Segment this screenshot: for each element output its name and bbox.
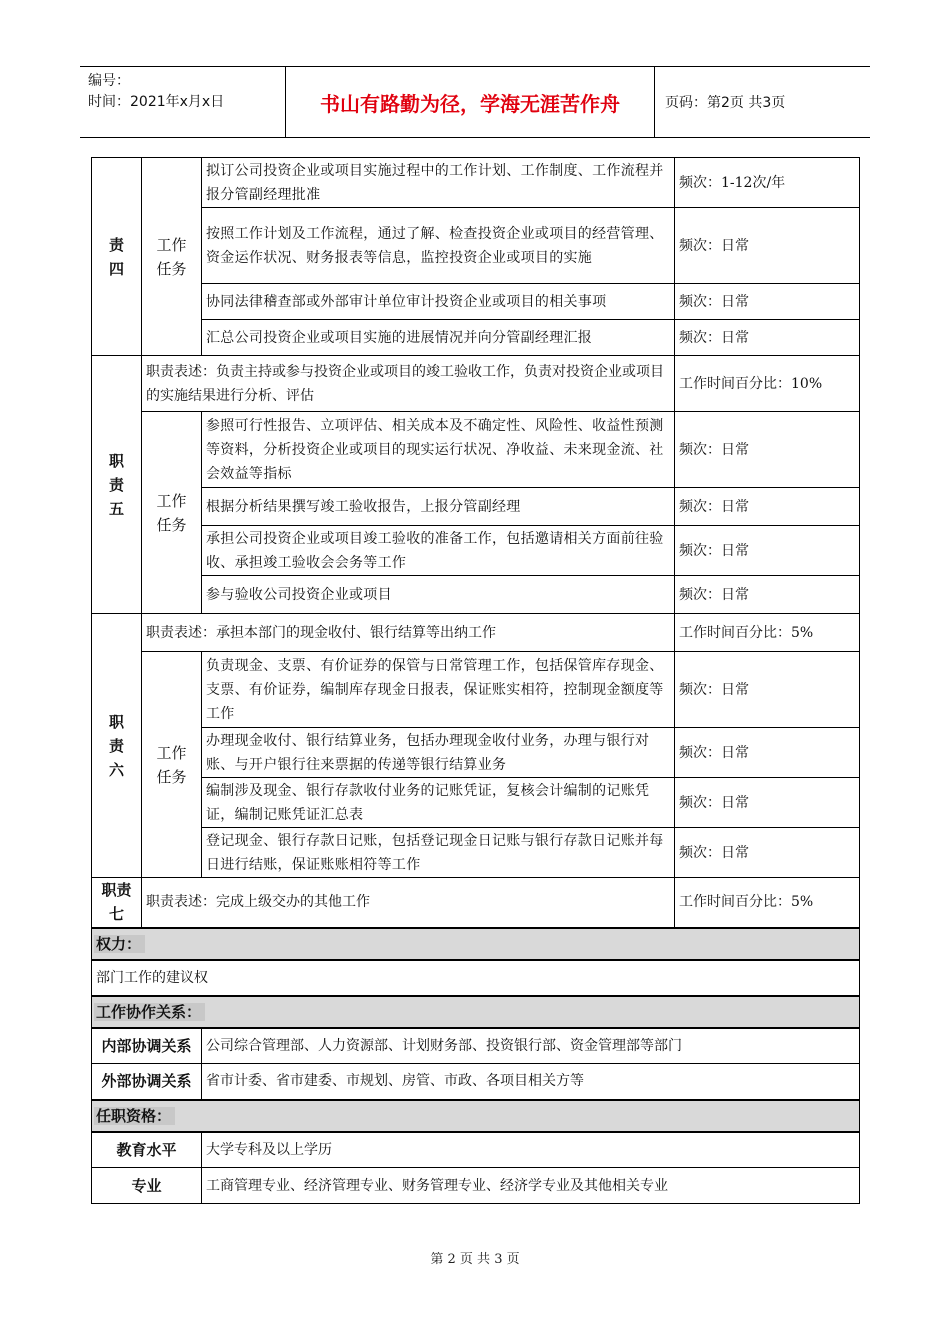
duty6-task: 登记现金、银行存款日记账，包括登记现金日记账与银行存款日记账并每日进行结账，保证账账相符等工作 <box>202 828 675 878</box>
duty5-task-row <box>92 576 860 614</box>
duty6-desc-row <box>92 614 860 652</box>
authority-row <box>92 960 860 996</box>
duty6-freq: 频次：日常 <box>675 652 860 728</box>
job-description-table <box>91 157 860 1204</box>
duty6-task-row <box>92 828 860 878</box>
duty4-task: 拟订公司投资企业或项目实施过程中的工作计划、工作制度、工作流程并报分管副经理批准 <box>202 158 675 208</box>
duty4-freq: 频次：1-12次/年 <box>675 158 860 208</box>
duty6-task-row <box>92 652 860 728</box>
external-coop-row <box>92 1064 860 1100</box>
external-coop-label: 外部协调关系 <box>92 1064 202 1100</box>
education-row <box>92 1132 860 1168</box>
duty4-freq: 频次：日常 <box>675 320 860 356</box>
duty6-task-row <box>92 728 860 778</box>
duty5-freq: 频次：日常 <box>675 412 860 488</box>
duty6-desc: 职责表述：承担本部门的现金收付、银行结算等出纳工作 <box>142 614 675 652</box>
duty5-freq: 频次：日常 <box>675 526 860 576</box>
duty4-task: 协同法律稽查部或外部审计单位审计投资企业或项目的相关事项 <box>202 284 675 320</box>
authority-header <box>92 928 860 960</box>
duty5-task-label: 工作 任务 <box>142 412 202 614</box>
duty6-task-row <box>92 778 860 828</box>
duty4-task-row <box>92 208 860 284</box>
authority-title: 权力： <box>94 935 145 953</box>
duty5-pct: 工作时间百分比：10% <box>675 356 860 412</box>
number-label: 编号： <box>88 73 130 89</box>
duty6-freq: 频次：日常 <box>675 778 860 828</box>
duty4-task: 汇总公司投资企业或项目实施的进展情况并向分管副经理汇报 <box>202 320 675 356</box>
duty6-freq: 频次：日常 <box>675 728 860 778</box>
duty4-freq: 频次：日常 <box>675 208 860 284</box>
qualification-title: 任职资格： <box>94 1107 175 1125</box>
duty5-freq: 频次：日常 <box>675 488 860 526</box>
duty6-task: 负责现金、支票、有价证券的保管与日常管理工作，包括保管库存现金、支票、有价证券，编制库存现金日报表，保证账实相符，控制现金额度等工作 <box>202 652 675 728</box>
qualification-header <box>92 1100 860 1132</box>
duty5-task-row <box>92 412 860 488</box>
duty5-task-row <box>92 488 860 526</box>
internal-coop-text: 公司综合管理部、人力资源部、计划财务部、投资银行部、资金管理部等部门 <box>202 1028 860 1064</box>
duty7-desc: 职责表述：完成上级交办的其他工作 <box>142 878 675 928</box>
major-label: 专业 <box>92 1168 202 1204</box>
duty5-desc-row <box>92 356 860 412</box>
duty7-name: 职责 七 <box>92 878 142 928</box>
page-indicator: 页码：第2页 共3页 <box>665 95 786 111</box>
internal-coop-label: 内部协调关系 <box>92 1028 202 1064</box>
major-row <box>92 1168 860 1204</box>
page-footer: 第 2 页 共 3 页 <box>430 1252 520 1267</box>
duty5-task: 承担公司投资企业或项目竣工验收的准备工作，包括邀请相关方面前往验收、承担竣工验收会会务等工作 <box>202 526 675 576</box>
duty6-name: 职 责 六 <box>92 614 142 878</box>
duty6-freq: 频次：日常 <box>675 828 860 878</box>
internal-coop-row <box>92 1028 860 1064</box>
duty6-task: 编制涉及现金、银行存款收付业务的记账凭证，复核会计编制的记账凭证，编制记账凭证汇总表 <box>202 778 675 828</box>
cooperation-header <box>92 996 860 1028</box>
duty5-desc: 职责表述：负责主持或参与投资企业或项目的竣工验收工作，负责对投资企业或项目的实施结果进行分析、评估 <box>142 356 675 412</box>
duty4-task-row <box>92 284 860 320</box>
duty5-freq: 频次：日常 <box>675 576 860 614</box>
page-header <box>80 66 870 138</box>
duty4-freq: 频次：日常 <box>675 284 860 320</box>
duty6-task: 办理现金收付、银行结算业务，包括办理现金收付业务，办理与银行对账、与开户银行往来票据的传递等银行结算业务 <box>202 728 675 778</box>
header-motto: 书山有路勤为径，学海无涯苦作舟 <box>285 67 655 137</box>
duty6-task-label: 工作 任务 <box>142 652 202 878</box>
duty4-task-row <box>92 320 860 356</box>
time-label: 时间：2021年x月x日 <box>88 94 225 110</box>
education-text: 大学专科及以上学历 <box>202 1132 860 1168</box>
duty5-name: 职 责 五 <box>92 356 142 614</box>
duty4-task-row <box>92 158 860 208</box>
duty7-pct: 工作时间百分比：5% <box>675 878 860 928</box>
duty5-task: 参与验收公司投资企业或项目 <box>202 576 675 614</box>
duty6-pct: 工作时间百分比：5% <box>675 614 860 652</box>
duty4-task-label: 工作 任务 <box>142 158 202 356</box>
duty4-name: 责 四 <box>92 158 142 356</box>
authority-text: 部门工作的建议权 <box>92 960 860 996</box>
cooperation-title: 工作协作关系： <box>94 1003 205 1021</box>
duty4-task: 按照工作计划及工作流程，通过了解、检查投资企业或项目的经营管理、资金运作状况、财务报表等信息，监控投资企业或项目的实施 <box>202 208 675 284</box>
header-meta <box>80 67 285 137</box>
duty7-row <box>92 878 860 928</box>
duty5-task: 参照可行性报告、立项评估、相关成本及不确定性、风险性、收益性预测等资料，分析投资企业或项目的现实运行状况、净收益、未来现金流、社会效益等指标 <box>202 412 675 488</box>
duty5-task-row <box>92 526 860 576</box>
external-coop-text: 省市计委、省市建委、市规划、房管、市政、各项目相关方等 <box>202 1064 860 1100</box>
duty5-task: 根据分析结果撰写竣工验收报告，上报分管副经理 <box>202 488 675 526</box>
major-text: 工商管理专业、经济管理专业、财务管理专业、经济学专业及其他相关专业 <box>202 1168 860 1204</box>
education-label: 教育水平 <box>92 1132 202 1168</box>
